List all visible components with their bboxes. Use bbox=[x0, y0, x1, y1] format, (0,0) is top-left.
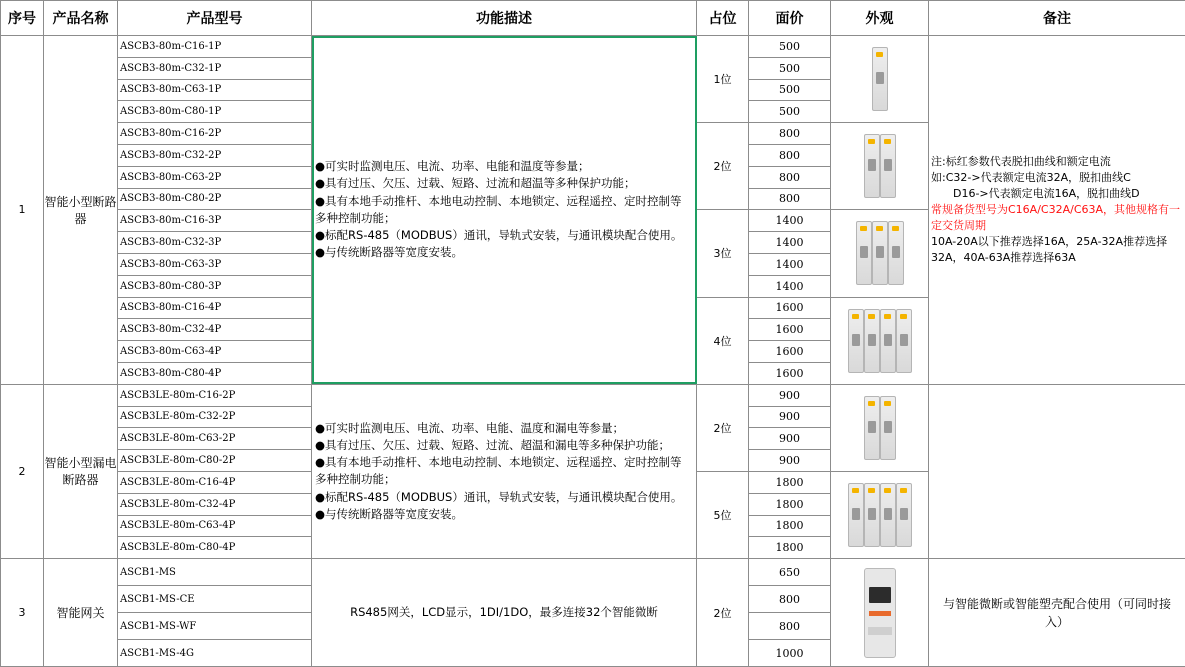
model-cell[interactable]: ASCB3-80m-C16-4P bbox=[118, 297, 312, 319]
group1-slot-4: 4位 bbox=[697, 297, 749, 384]
price-cell[interactable]: 800 bbox=[749, 144, 831, 166]
model-cell[interactable]: ASCB3-80m-C63-2P bbox=[118, 166, 312, 188]
model-cell[interactable]: ASCB3LE-80m-C63-2P bbox=[118, 428, 312, 450]
header-description: 功能描述 bbox=[312, 1, 697, 36]
group2-remarks bbox=[929, 384, 1185, 558]
price-cell[interactable]: 1600 bbox=[749, 319, 831, 341]
header-product-name: 产品名称 bbox=[44, 1, 118, 36]
model-cell[interactable]: ASCB3-80m-C80-2P bbox=[118, 188, 312, 210]
price-cell[interactable]: 1400 bbox=[749, 210, 831, 232]
price-cell[interactable]: 900 bbox=[749, 428, 831, 450]
breaker-4p-image bbox=[831, 297, 929, 384]
note-red: 常规备货型号为C16A/C32A/C63A，其他规格有一定交货周期 bbox=[931, 202, 1183, 234]
model-cell[interactable]: ASCB3-80m-C16-2P bbox=[118, 123, 312, 145]
note-line-2: 如:C32->代表额定电流32A，脱扣曲线C bbox=[931, 170, 1183, 186]
group1-description[interactable]: ●可实时监测电压、电流、功率、电能和温度等参量； ●具有过压、欠压、过载、短路、过流和超温等多种保护功能； ●具有本地手动推杆、本地电动控制、本地锁定、远程遥控、定时控制等多种控制功能； ●标配RS-485（MODBUS）通讯，导轨式安装，与通讯模块配合使用。 ●与传统断路器等宽度安装。 bbox=[312, 36, 697, 385]
price-cell[interactable]: 1600 bbox=[749, 297, 831, 319]
model-cell[interactable]: ASCB3-80m-C16-3P bbox=[118, 210, 312, 232]
group3-description[interactable]: RS485网关，LCD显示，1DI/1DO，最多连接32个智能微断 bbox=[312, 559, 697, 667]
price-cell[interactable]: 1600 bbox=[749, 341, 831, 363]
group1-remarks bbox=[929, 36, 1185, 385]
price-cell[interactable]: 1800 bbox=[749, 471, 831, 493]
model-cell[interactable]: ASCB3LE-80m-C80-4P bbox=[118, 537, 312, 559]
price-cell[interactable]: 500 bbox=[749, 79, 831, 101]
model-cell[interactable]: ASCB1-MS-CE bbox=[118, 586, 312, 613]
model-cell[interactable]: ASCB3LE-80m-C32-2P bbox=[118, 406, 312, 428]
price-cell[interactable]: 900 bbox=[749, 384, 831, 406]
price-cell[interactable]: 1400 bbox=[749, 232, 831, 254]
model-cell[interactable]: ASCB3LE-80m-C16-4P bbox=[118, 471, 312, 493]
model-cell[interactable]: ASCB3LE-80m-C16-2P bbox=[118, 384, 312, 406]
group1-slot-2: 2位 bbox=[697, 123, 749, 210]
price-cell[interactable]: 1400 bbox=[749, 253, 831, 275]
header-slot: 占位 bbox=[697, 1, 749, 36]
price-cell[interactable]: 900 bbox=[749, 406, 831, 428]
note-line-3: D16->代表额定电流16A，脱扣曲线D bbox=[931, 186, 1183, 202]
price-cell[interactable]: 1800 bbox=[749, 537, 831, 559]
header-price: 面价 bbox=[749, 1, 831, 36]
price-cell[interactable]: 500 bbox=[749, 36, 831, 58]
model-cell[interactable]: ASCB1-MS-WF bbox=[118, 613, 312, 640]
breaker-1p-image bbox=[831, 36, 929, 123]
price-cell[interactable]: 900 bbox=[749, 450, 831, 472]
model-cell[interactable]: ASCB3-80m-C32-1P bbox=[118, 57, 312, 79]
model-cell[interactable]: ASCB3LE-80m-C63-4P bbox=[118, 515, 312, 537]
group2-description[interactable]: ●可实时监测电压、电流、功率、电能、温度和漏电等参量； ●具有过压、欠压、过载、短路、过流、超温和漏电等多种保护功能； ●具有本地手动推杆、本地电动控制、本地锁定、远程遥控、定时控制等多种控制功能； ●标配RS-485（MODBUS）通讯，导轨式安装，与通讯模块配合使用。 ●与传统断路器等宽度安装。 bbox=[312, 384, 697, 558]
model-cell[interactable]: ASCB3-80m-C80-4P bbox=[118, 362, 312, 384]
note-line-1: 注:标红参数代表脱扣曲线和额定电流 bbox=[931, 154, 1183, 170]
model-cell[interactable]: ASCB3-80m-C63-3P bbox=[118, 253, 312, 275]
price-cell[interactable]: 1600 bbox=[749, 362, 831, 384]
group1-slot-1: 1位 bbox=[697, 36, 749, 123]
group2-slot-1: 2位 bbox=[697, 384, 749, 471]
group1-slot-3: 3位 bbox=[697, 210, 749, 297]
group2-name: 智能小型漏电断路器 bbox=[44, 384, 118, 558]
group1-index: 1 bbox=[1, 36, 44, 385]
price-cell[interactable]: 500 bbox=[749, 101, 831, 123]
price-cell[interactable]: 500 bbox=[749, 57, 831, 79]
group3-slot: 2位 bbox=[697, 559, 749, 667]
group1-name: 智能小型断路器 bbox=[44, 36, 118, 385]
price-cell[interactable]: 1800 bbox=[749, 493, 831, 515]
rcbo-4p-image bbox=[831, 471, 929, 558]
price-cell[interactable]: 1000 bbox=[749, 640, 831, 667]
price-cell[interactable]: 800 bbox=[749, 166, 831, 188]
model-cell[interactable]: ASCB3-80m-C32-3P bbox=[118, 232, 312, 254]
note-line-4: 10A-20A以下推荐选择16A，25A-32A推荐选择32A，40A-63A推荐选择63A bbox=[931, 234, 1183, 266]
breaker-3p-image bbox=[831, 210, 929, 297]
header-product-model: 产品型号 bbox=[118, 1, 312, 36]
model-cell[interactable]: ASCB3-80m-C16-1P bbox=[118, 36, 312, 58]
model-cell[interactable]: ASCB1-MS-4G bbox=[118, 640, 312, 667]
price-cell[interactable]: 800 bbox=[749, 586, 831, 613]
model-cell[interactable]: ASCB3-80m-C32-2P bbox=[118, 144, 312, 166]
price-cell[interactable]: 800 bbox=[749, 613, 831, 640]
price-cell[interactable]: 800 bbox=[749, 188, 831, 210]
price-cell[interactable]: 800 bbox=[749, 123, 831, 145]
group3-index: 3 bbox=[1, 559, 44, 667]
model-cell[interactable]: ASCB3LE-80m-C80-2P bbox=[118, 450, 312, 472]
group3-remarks: 与智能微断或智能塑壳配合使用（可同时接入） bbox=[929, 559, 1185, 667]
rcbo-2p-image bbox=[831, 384, 929, 471]
price-cell[interactable]: 1800 bbox=[749, 515, 831, 537]
breaker-2p-image bbox=[831, 123, 929, 210]
header-index: 序号 bbox=[1, 1, 44, 36]
price-cell[interactable]: 650 bbox=[749, 559, 831, 586]
model-cell[interactable]: ASCB3-80m-C32-4P bbox=[118, 319, 312, 341]
model-cell[interactable]: ASCB1-MS bbox=[118, 559, 312, 586]
model-cell[interactable]: ASCB3-80m-C63-4P bbox=[118, 341, 312, 363]
group3-name: 智能网关 bbox=[44, 559, 118, 667]
group2-slot-2: 5位 bbox=[697, 471, 749, 558]
model-cell[interactable]: ASCB3-80m-C80-1P bbox=[118, 101, 312, 123]
model-cell[interactable]: ASCB3-80m-C63-1P bbox=[118, 79, 312, 101]
header-appearance: 外观 bbox=[831, 1, 929, 36]
model-cell[interactable]: ASCB3LE-80m-C32-4P bbox=[118, 493, 312, 515]
price-cell[interactable]: 1400 bbox=[749, 275, 831, 297]
header-remarks: 备注 bbox=[929, 1, 1185, 36]
model-cell[interactable]: ASCB3-80m-C80-3P bbox=[118, 275, 312, 297]
group2-index: 2 bbox=[1, 384, 44, 558]
header-row bbox=[1, 1, 1185, 36]
gateway-image bbox=[831, 559, 929, 667]
